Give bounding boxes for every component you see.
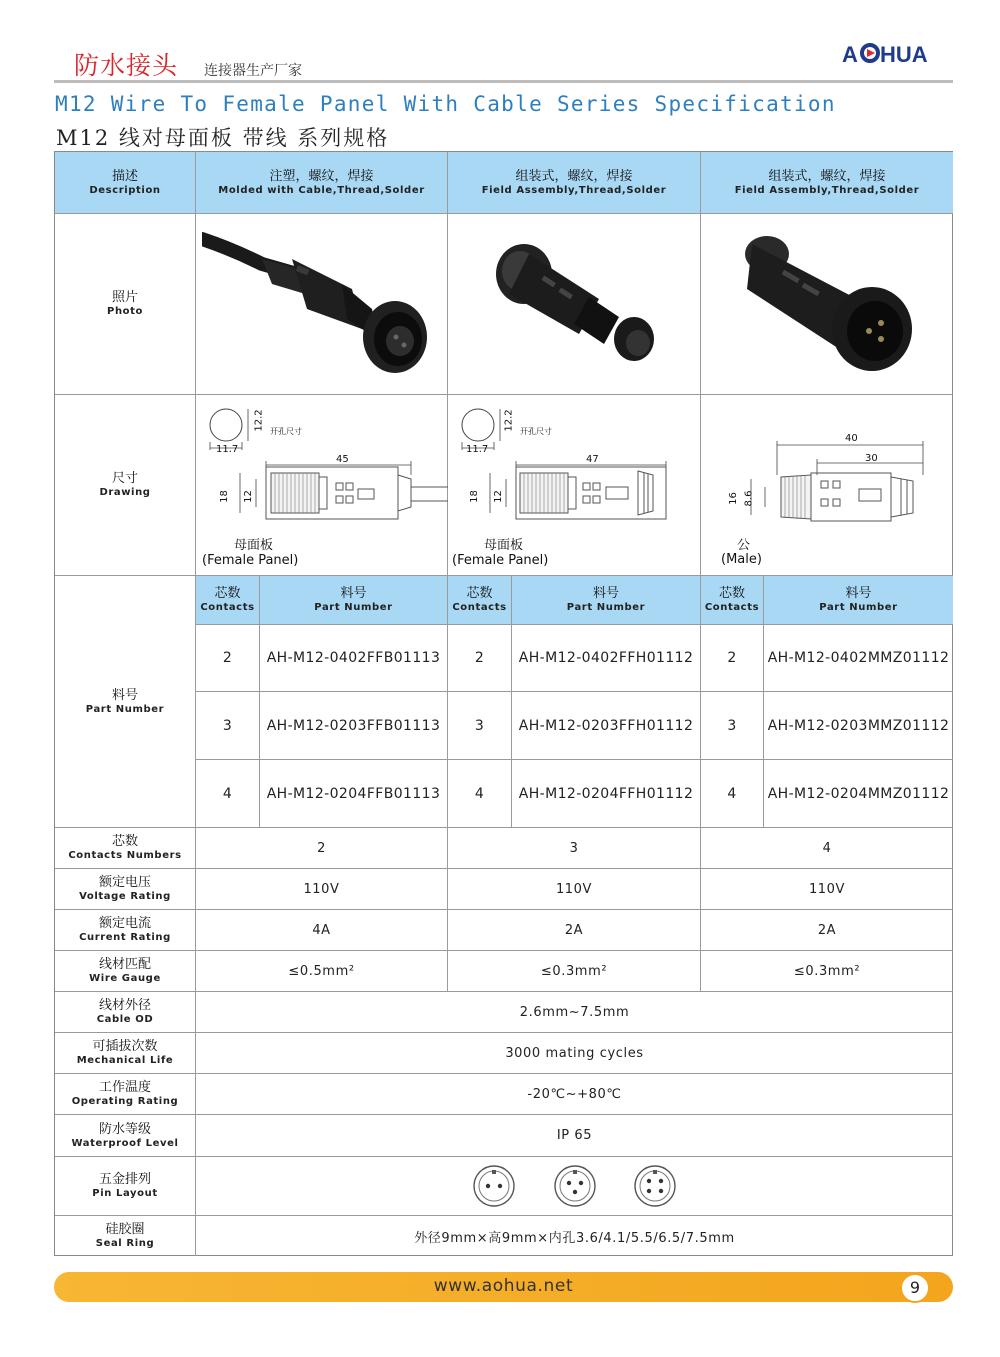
sub-pn-cn: 料号 bbox=[845, 586, 872, 601]
sub-pn-en: Part Number bbox=[819, 602, 898, 613]
dim-total-length: 40 bbox=[845, 433, 858, 444]
dim-hole-h: 12.2 bbox=[253, 409, 265, 432]
dim-od: 18 bbox=[468, 490, 480, 503]
dim-od: 18 bbox=[218, 490, 230, 503]
photo-cn: 照片 bbox=[111, 290, 138, 305]
part-number-label bbox=[55, 576, 196, 828]
logo-play-icon bbox=[860, 43, 880, 63]
page-number: 9 bbox=[900, 1273, 930, 1303]
spec-value: 2 bbox=[196, 828, 448, 869]
pin-layout-en: Pin Layout bbox=[92, 1188, 158, 1199]
photo-label bbox=[55, 214, 196, 395]
spec-cn: 额定电流 bbox=[98, 916, 151, 931]
spec-label-voltage bbox=[55, 869, 196, 910]
spec-value: ≤0.3mm² bbox=[448, 951, 701, 992]
photo-cell-1 bbox=[196, 214, 448, 395]
sub-pn-en: Part Number bbox=[566, 602, 646, 613]
hole-note: 开孔尺寸 bbox=[520, 427, 552, 436]
part-number-cell: AH-M12-0203FFB01113 bbox=[260, 692, 448, 760]
spec-label-contacts bbox=[55, 828, 196, 869]
part-number-cell: AH-M12-0204FFB01113 bbox=[260, 760, 448, 828]
contacts-cell: 3 bbox=[196, 692, 260, 760]
spec-en: Mechanical Life bbox=[76, 1055, 174, 1066]
footer-bar bbox=[54, 1272, 953, 1302]
pn-subheader-1 bbox=[260, 576, 448, 625]
aohua-logo bbox=[842, 42, 934, 68]
spec-value: 4A bbox=[196, 910, 448, 951]
drawing-label-cn: 母面板 bbox=[234, 538, 274, 553]
logo-letter-a: A bbox=[842, 42, 858, 67]
dim-id: 12 bbox=[242, 490, 254, 503]
seal-ring-en: Seal Ring bbox=[95, 1238, 155, 1249]
col3-cn: 组装式，螺纹，焊接 bbox=[768, 168, 886, 184]
spec-cn: 额定电压 bbox=[98, 875, 151, 890]
header-divider bbox=[54, 80, 953, 83]
sub-contacts-en: Contacts bbox=[200, 602, 255, 613]
spec-value: 4 bbox=[701, 828, 953, 869]
dim-length: 45 bbox=[336, 454, 349, 465]
spec-label-mechanical-life bbox=[55, 1033, 196, 1074]
col-header-1 bbox=[196, 152, 448, 214]
contacts-cell: 3 bbox=[701, 692, 764, 760]
part-number-cell: AH-M12-0204MMZ01112 bbox=[764, 760, 953, 828]
spec-cn: 可插拔次数 bbox=[92, 1039, 158, 1054]
connector-molded-image bbox=[202, 219, 442, 389]
drawing-label-en: (Male) bbox=[721, 552, 762, 567]
contacts-cell: 2 bbox=[448, 625, 512, 692]
female-panel-drawing-45 bbox=[196, 395, 448, 545]
contacts-cell: 2 bbox=[196, 625, 260, 692]
connector-field-assembly-image bbox=[454, 219, 694, 389]
spec-value: 110V bbox=[448, 869, 701, 910]
pin-3-icon bbox=[553, 1164, 597, 1208]
contacts-cell: 4 bbox=[448, 760, 512, 828]
dim-hole-w: 11.7 bbox=[216, 444, 239, 455]
drawing-cell-3 bbox=[701, 395, 953, 576]
spec-cn: 工作温度 bbox=[98, 1080, 151, 1095]
spec-table bbox=[54, 151, 953, 1256]
pin-layout-cell bbox=[196, 1157, 953, 1216]
dim-length: 47 bbox=[586, 454, 599, 465]
spec-en: Voltage Rating bbox=[79, 891, 171, 902]
pin-2-icon bbox=[472, 1164, 516, 1208]
contacts-cell: 4 bbox=[196, 760, 260, 828]
spec-cn: 芯数 bbox=[111, 834, 138, 849]
photo-en: Photo bbox=[107, 306, 143, 317]
male-drawing-40 bbox=[701, 395, 953, 545]
sub-contacts-cn: 芯数 bbox=[466, 586, 493, 601]
col1-cn: 注塑，螺纹，焊接 bbox=[269, 168, 374, 184]
spec-value: ≤0.3mm² bbox=[701, 951, 953, 992]
spec-value: 110V bbox=[701, 869, 953, 910]
part-number-cell: AH-M12-0402MMZ01112 bbox=[764, 625, 953, 692]
sub-pn-cn: 料号 bbox=[592, 586, 619, 601]
col2-en: Field Assembly,Thread,Solder bbox=[481, 184, 667, 196]
dim-id: 8.6 bbox=[743, 490, 755, 507]
brand-subtitle: 连接器生产厂家 bbox=[204, 63, 302, 79]
col3-en: Field Assembly,Thread,Solder bbox=[734, 184, 920, 196]
spec-value: 3 bbox=[448, 828, 701, 869]
spec-value: -20℃~+80℃ bbox=[196, 1074, 953, 1115]
part-number-cell: AH-M12-0203FFH01112 bbox=[512, 692, 701, 760]
contacts-cell: 3 bbox=[448, 692, 512, 760]
brand-title: 防水接头 bbox=[74, 51, 179, 80]
footer-url[interactable]: www.aohua.net bbox=[433, 1276, 574, 1296]
pn-subheader-2 bbox=[512, 576, 701, 625]
sub-contacts-en: Contacts bbox=[704, 602, 760, 613]
contacts-subheader-2 bbox=[448, 576, 512, 625]
seal-ring-cn: 硅胶圈 bbox=[105, 1222, 145, 1237]
contacts-subheader-3 bbox=[701, 576, 764, 625]
female-panel-drawing-47 bbox=[448, 395, 701, 545]
spec-cn: 防水等级 bbox=[98, 1121, 151, 1137]
col1-en: Molded with Cable,Thread,Solder bbox=[218, 184, 425, 196]
connector-male-image bbox=[707, 219, 947, 389]
hole-note: 开孔尺寸 bbox=[270, 427, 302, 436]
seal-ring-value: 外径9mm×高9mm×内孔3.6/4.1/5.5/6.5/7.5mm bbox=[414, 1230, 735, 1246]
pin-layout-label bbox=[55, 1157, 196, 1216]
part-number-cell: AH-M12-0203MMZ01112 bbox=[764, 692, 953, 760]
drawing-label-cn: 公 bbox=[737, 538, 751, 553]
spec-label-cable-od bbox=[55, 992, 196, 1033]
spec-label-waterproof bbox=[55, 1115, 196, 1157]
desc-cn: 描述 bbox=[111, 168, 138, 184]
contacts-cell: 2 bbox=[701, 625, 764, 692]
drawing-label-en: (Female Panel) bbox=[452, 553, 549, 568]
dim-body-length: 30 bbox=[865, 453, 878, 464]
pin-4-icon bbox=[633, 1164, 677, 1208]
seal-ring-label bbox=[55, 1216, 196, 1256]
photo-cell-2 bbox=[448, 214, 701, 395]
col-header-2 bbox=[448, 152, 701, 214]
spec-value: 2A bbox=[448, 910, 701, 951]
part-number-cell: AH-M12-0402FFB01113 bbox=[260, 625, 448, 692]
pin-layout-cn: 五金排列 bbox=[98, 1172, 151, 1187]
photo-cell-3 bbox=[701, 214, 953, 395]
pn-label-en: Part Number bbox=[85, 703, 165, 715]
sub-pn-cn: 料号 bbox=[340, 586, 367, 601]
part-number-cell: AH-M12-0402FFH01112 bbox=[512, 625, 701, 692]
logo-letters-hua: HUA bbox=[880, 42, 928, 67]
drawing-cell-2 bbox=[448, 395, 701, 576]
spec-en: Waterproof Level bbox=[71, 1137, 179, 1149]
drawing-label-cn: 母面板 bbox=[484, 538, 524, 553]
spec-en: Current Rating bbox=[79, 932, 171, 943]
sub-pn-en: Part Number bbox=[314, 602, 393, 613]
spec-value: 2A bbox=[701, 910, 953, 951]
desc-header bbox=[55, 152, 196, 214]
spec-label-operating bbox=[55, 1074, 196, 1115]
page-title-en: M12 Wire To Female Panel With Cable Series Specification bbox=[55, 92, 836, 116]
dim-hole-h: 12.2 bbox=[503, 409, 515, 432]
spec-value: 110V bbox=[196, 869, 448, 910]
spec-value: 2.6mm~7.5mm bbox=[196, 992, 953, 1033]
part-number-cell: AH-M12-0204FFH01112 bbox=[512, 760, 701, 828]
drawing-en: Drawing bbox=[99, 487, 151, 498]
pn-label-cn: 料号 bbox=[111, 687, 138, 703]
drawing-label-en: (Female Panel) bbox=[202, 553, 299, 568]
contacts-subheader-1 bbox=[196, 576, 260, 625]
spec-label-current bbox=[55, 910, 196, 951]
drawing-cell-1 bbox=[196, 395, 448, 576]
dim-od: 16 bbox=[727, 492, 739, 505]
desc-en: Description bbox=[89, 184, 161, 196]
page-title-cn: M12 线对母面板 带线 系列规格 bbox=[56, 126, 390, 150]
spec-value: 3000 mating cycles bbox=[196, 1033, 953, 1074]
spec-en: Wire Gauge bbox=[89, 973, 161, 984]
spec-cn: 线材外径 bbox=[98, 998, 151, 1013]
sub-contacts-cn: 芯数 bbox=[214, 586, 241, 601]
dim-id: 12 bbox=[492, 490, 504, 503]
drawing-cn: 尺寸 bbox=[111, 471, 138, 486]
spec-label-wire-gauge bbox=[55, 951, 196, 992]
col2-cn: 组装式，螺纹，焊接 bbox=[515, 168, 633, 184]
contacts-cell: 4 bbox=[701, 760, 764, 828]
pn-subheader-3 bbox=[764, 576, 953, 625]
sub-contacts-en: Contacts bbox=[452, 602, 507, 613]
spec-en: Cable OD bbox=[96, 1014, 154, 1025]
spec-cn: 线材匹配 bbox=[98, 957, 151, 972]
drawing-label bbox=[55, 395, 196, 576]
spec-en: Operating Rating bbox=[71, 1096, 179, 1107]
spec-value: ≤0.5mm² bbox=[196, 951, 448, 992]
spec-en: Contacts Numbers bbox=[68, 850, 182, 861]
sub-contacts-cn: 芯数 bbox=[718, 586, 745, 601]
spec-value: IP 65 bbox=[196, 1115, 953, 1157]
col-header-3 bbox=[701, 152, 953, 214]
dim-hole-w: 11.7 bbox=[466, 444, 489, 455]
